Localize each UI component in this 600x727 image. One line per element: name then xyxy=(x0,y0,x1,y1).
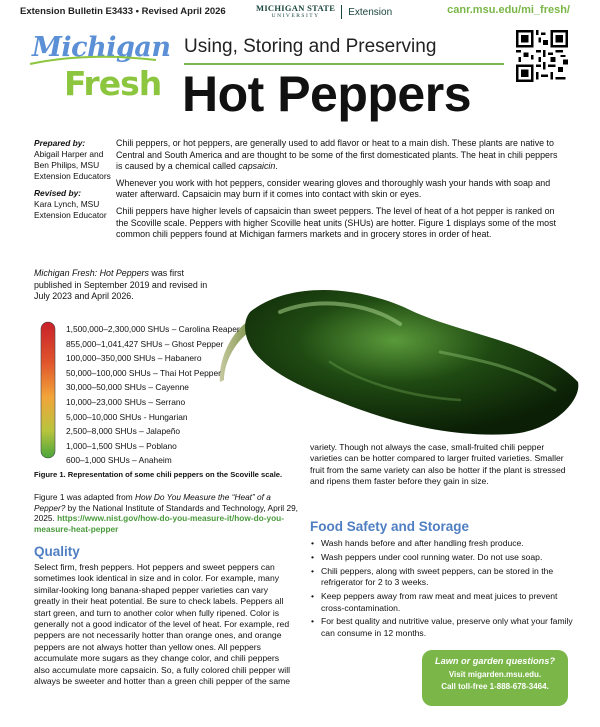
title-divider xyxy=(184,63,504,65)
figure-source-note: Figure 1 was adapted from How Do You Measure the “Heat” of a Pepper? by the National Institute of Standards and Technology, April 29, 2025. https://www.nist.gov/how-do-you-measure-it/how-do-you-measure-heat-pepper xyxy=(34,492,298,534)
food-safety-list xyxy=(310,538,576,642)
bullet-icon: • xyxy=(311,551,315,562)
variety-paragraph: variety. Though not always the case, small-fruited chili pepper varieties can be hotter compared to larger fruited varieties. Smaller fruit from the same variety can also be hotter if the plant is stressed and ripens them faster before they gain in size. xyxy=(310,442,566,487)
poblano-pepper-image xyxy=(210,272,586,442)
scoville-item: 5,000–10,000 SHUs - Hungarian xyxy=(66,411,188,422)
callout-visit: Visit migarden.msu.edu. xyxy=(448,670,542,679)
nist-source-link[interactable]: https://www.nist.gov/how-do-you-measure-it/how-do-you-measure-heat-pepper xyxy=(34,513,284,534)
scoville-list xyxy=(66,322,240,468)
msu-extension-logo xyxy=(256,4,392,20)
migarden-link[interactable]: migarden.msu.edu. xyxy=(467,670,542,679)
extension-label: Extension xyxy=(348,6,393,18)
food-safety-item: • For best quality and nutritive value, preserve only what your family can consume in 12 months. xyxy=(311,616,573,638)
food-safety-item: • Wash hands before and after handling fresh produce. xyxy=(311,538,524,548)
scoville-item: 10,000–23,000 SHUs – Serrano xyxy=(66,396,186,407)
scoville-item: 855,000–1,041,427 SHUs – Ghost Pepper xyxy=(66,338,224,349)
figure-caption: Figure 1. Representation of some chili peppers on the Scoville scale. xyxy=(34,470,283,479)
scoville-item: 30,000–50,000 SHUs – Cayenne xyxy=(66,382,189,393)
callout-phone[interactable]: Call toll-free 1-888-678-3464. xyxy=(441,681,549,691)
quality-text: Select firm, fresh peppers. Hot peppers and sweet peppers can sometimes look identical in size and in color. For example, many similar-looking long banana-shaped pepper varieties can vary greatly in their heat potential. Be sure to check labels. Peppers all start green, and turn to another color when fully ripened. Color is generally not a good indicator of the level of heat. For example, red peppers are not necessarily hotter than orange ones, and orange peppers are not always hotter than yellow ones. All peppers accumulate more sugars as they change color, and chili peppers also accumulate more capsaicin. So, a fully colored chili pepper will always be sweeter and hotter than a green chili pepper of the same xyxy=(34,562,291,687)
intro-paragraph-3: Chili peppers have higher levels of capsaicin than sweet peppers. The level of heat of a hot pepper is ranked on the Scoville scale. Peppers with higher Scoville heat units (SHUs) are hotter. Figure 1 displays some of the most common chili peppers found at Michigan farmers markets and in grocery stores in order of heat. xyxy=(116,205,557,240)
bullet-icon: • xyxy=(311,565,315,576)
prepared-by-names: Abigail Harper and Ben Philips, MSU Extension Educators xyxy=(34,149,111,181)
callout-question: Lawn or garden questions? xyxy=(435,656,555,666)
website-link[interactable]: canr.msu.edu/mi_fresh/ xyxy=(447,4,570,16)
bullet-icon: • xyxy=(311,538,315,548)
scoville-item: 1,000–1,500 SHUs – Poblano xyxy=(66,440,177,451)
scoville-item: 50,000–100,000 SHUs – Thai Hot Pepper xyxy=(66,367,221,378)
scoville-item: 2,500–8,000 SHUs – Jalapeño xyxy=(66,426,181,437)
logo-word-fresh: Fresh xyxy=(64,64,162,103)
food-safety-item: • Wash peppers under cool running water. Do not use soap. xyxy=(311,551,543,562)
bullet-icon: • xyxy=(311,591,315,602)
bullet-icon: • xyxy=(311,616,315,627)
intro-paragraph-2: Whenever you work with hot peppers, consider wearing gloves and thoroughly wash your hands with soap and water afterward. Capsaicin may burn if it comes into contact with skin or eyes. xyxy=(116,177,551,200)
scoville-item: 100,000–350,000 SHUs – Habanero xyxy=(66,353,202,364)
header-bar xyxy=(0,0,600,22)
credits-sidebar xyxy=(34,138,114,227)
thermometer-icon xyxy=(38,320,58,460)
revised-by-names: Kara Lynch, MSU Extension Educator xyxy=(34,199,107,220)
garden-questions-callout xyxy=(422,650,568,706)
food-safety-heading: Food Safety and Storage xyxy=(310,519,470,534)
revised-by-label: Revised by: xyxy=(34,188,82,198)
logo-word-michigan: Michigan xyxy=(32,32,171,63)
page-subtitle: Using, Storing and Preserving xyxy=(184,36,437,57)
michigan-fresh-logo xyxy=(20,26,175,112)
qr-code-icon[interactable] xyxy=(516,30,568,82)
quality-heading: Quality xyxy=(34,544,80,559)
publication-note: Michigan Fresh: Hot Peppers was first published in September 2019 and revised in July 2023 and April 2026. xyxy=(34,268,208,302)
intro-paragraph-1: Chili peppers, or hot peppers, are generally used to add flavor or heat to a main dish. These plants are native to Central and South America and are thought to be some of the first domesticated plants. The heat in chili peppers is caused by a chemical called capsaicin. xyxy=(116,138,558,172)
food-safety-item: • Chili peppers, along with sweet peppers, can be stored in the refrigerator for 2 to 3 weeks. xyxy=(311,565,554,588)
food-safety-item: • Keep peppers away from raw meat and meat juices to prevent cross-contamination. xyxy=(311,591,558,613)
msu-wordmark: MICHIGAN STATE UNIVERSITY xyxy=(256,3,336,19)
intro-section xyxy=(116,138,566,246)
scoville-item: 600–1,000 SHUs – Anaheim xyxy=(66,455,172,466)
logo-divider xyxy=(341,5,342,19)
scoville-item: 1,500,000–2,300,000 SHUs – Carolina Reaper xyxy=(66,324,240,334)
prepared-by-label: Prepared by: xyxy=(34,138,86,148)
bulletin-number: Extension Bulletin E3433 • Revised April 2026 xyxy=(20,6,226,17)
page-title: Hot Peppers xyxy=(182,66,472,122)
